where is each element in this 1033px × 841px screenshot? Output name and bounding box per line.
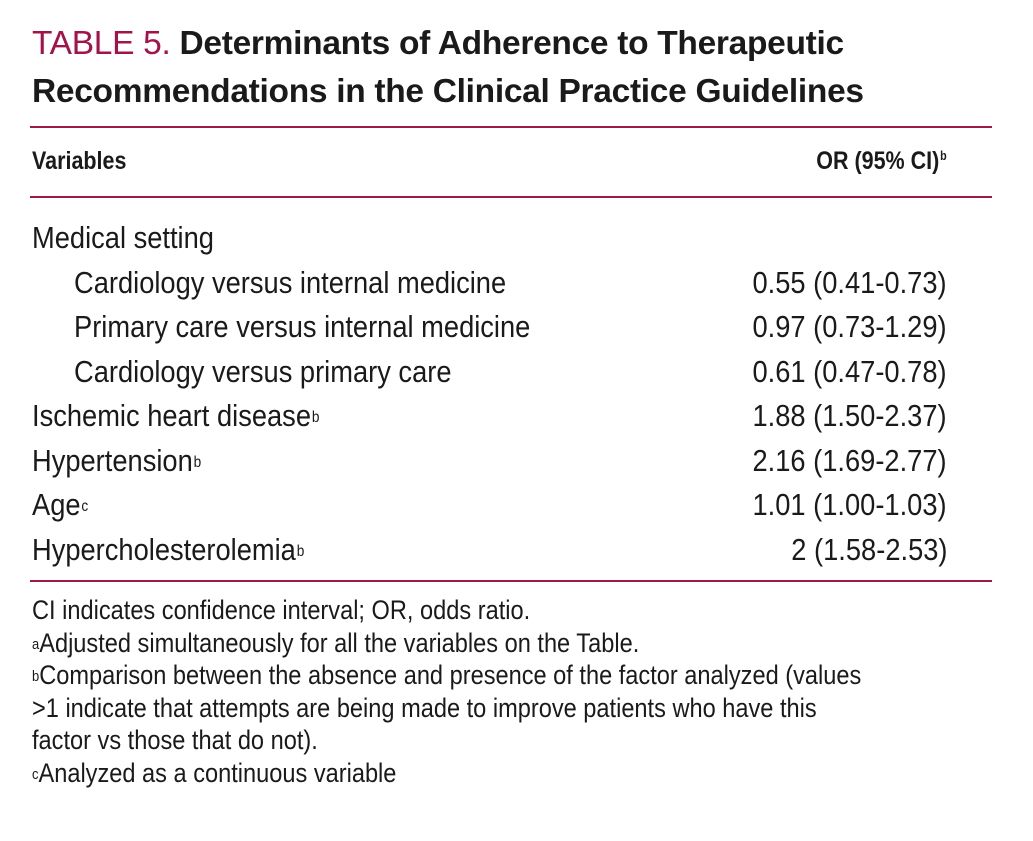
row-variable: Age$^c$ — [32, 487, 89, 522]
table-row — [0, 394, 1033, 439]
row-variable: Cardiology versus internal medicine — [74, 264, 507, 300]
table-title — [32, 20, 1012, 116]
row-or: 0.97 (0.73-1.29) — [752, 309, 947, 344]
column-header-variables: Variables — [32, 147, 127, 175]
table-row — [0, 439, 1033, 484]
footnote-b: $^b$Comparison between the absence and presence of the factor analyzed (values >1 indicate that attempts are being made to improve patients who have this factor vs those that do not). — [32, 660, 862, 755]
table-row — [0, 305, 1033, 350]
top-rule — [30, 126, 992, 128]
header-rule — [30, 196, 992, 198]
row-or: 2.16 (1.69-2.77) — [752, 442, 947, 478]
bottom-rule — [30, 580, 992, 582]
table-title-line1: Determinants of Adherence to Therapeutic — [179, 25, 844, 62]
table-row — [0, 261, 1033, 306]
table-row — [0, 350, 1033, 395]
row-footnote-mark: b — [296, 542, 305, 560]
row-or: 0.55 (0.41-0.73) — [752, 264, 947, 300]
row-or: 1.88 (1.50-2.37) — [752, 398, 947, 433]
table-body — [0, 216, 1033, 572]
footnote-abbreviations: CI indicates confidence interval; OR, odds ratio. — [32, 595, 531, 625]
row-footnote-mark: c — [81, 498, 89, 516]
footnote-a: $^a$Adjusted simultaneously for all the variables on the Table. — [32, 627, 640, 658]
row-or: 2 (1.58-2.53) — [790, 531, 947, 567]
column-header-or: OR (95% CI)$^b$ — [816, 147, 947, 175]
row-or: 1.01 (1.00-1.03) — [752, 487, 947, 522]
column-header-or-footnote: b — [940, 148, 947, 163]
row-footnote-mark: b — [193, 453, 202, 471]
footnote-c: $^c$Analyzed as a continuous variable — [32, 757, 397, 788]
table-title-line2: Recommendations in the Clinical Practice Guidelines — [32, 73, 864, 110]
table-label: TABLE 5. — [32, 25, 171, 62]
row-or: 0.61 (0.47-0.78) — [752, 353, 947, 389]
row-variable: Medical setting — [32, 220, 214, 255]
row-variable: Hypercholesterolemia$^b$ — [32, 531, 305, 567]
row-footnote-mark: b — [311, 409, 320, 427]
table-row — [0, 216, 1033, 261]
table-row — [0, 528, 1033, 573]
row-variable: Hypertension$^b$ — [32, 442, 202, 478]
row-variable: Ischemic heart disease$^b$ — [32, 398, 320, 433]
row-variable: Primary care versus internal medicine — [74, 309, 531, 344]
table-row — [0, 483, 1033, 528]
table-footnotes — [32, 594, 993, 789]
row-variable: Cardiology versus primary care — [74, 353, 452, 389]
